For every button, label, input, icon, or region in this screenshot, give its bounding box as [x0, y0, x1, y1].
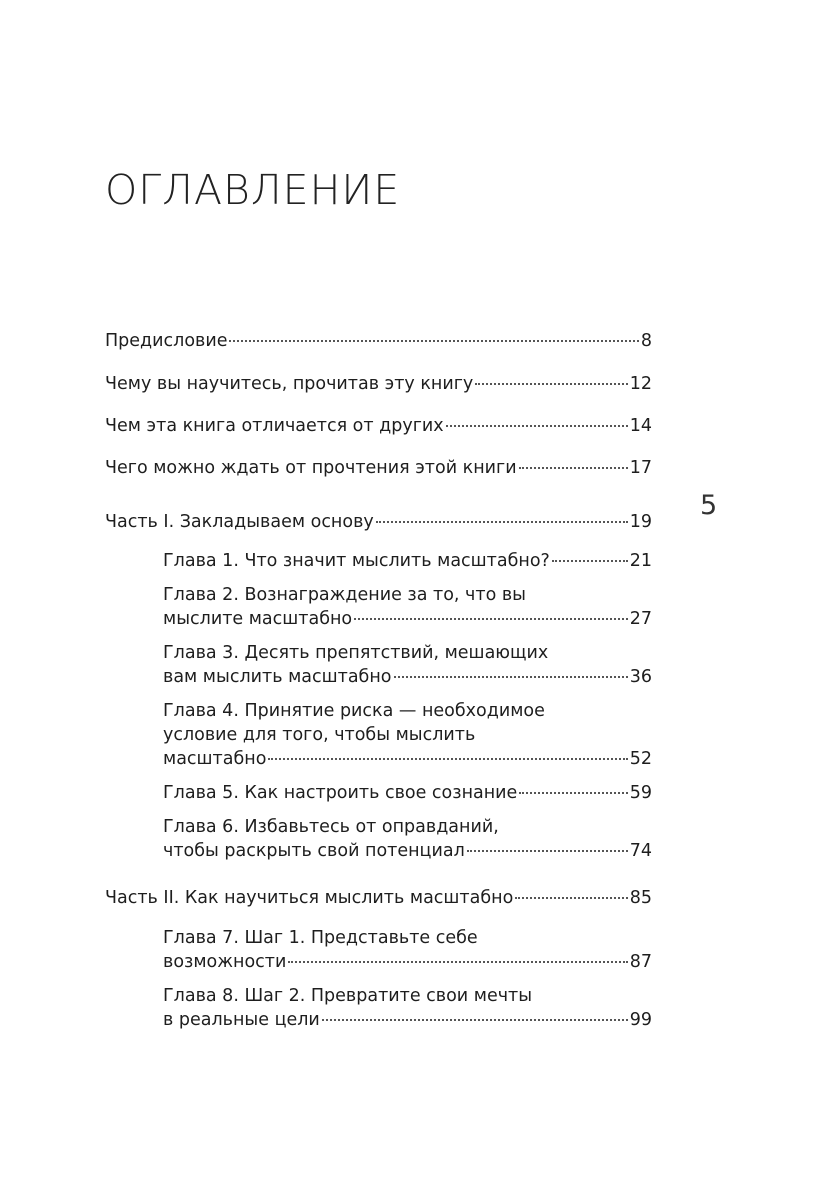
dot-leader: [229, 340, 638, 342]
toc-entry-label: Глава 1. Что значит мыслить масштабно?: [163, 551, 550, 571]
toc-entry-chapter-1[interactable]: [163, 549, 652, 573]
toc-entry-part-1[interactable]: [105, 510, 652, 534]
toc-entry-page: 8: [640, 331, 652, 351]
toc-entry-page: 74: [629, 841, 652, 861]
toc-entry-chapter-2[interactable]: [163, 583, 652, 631]
dot-leader: [268, 758, 627, 760]
toc-entry-page: 36: [629, 667, 652, 687]
dot-leader: [322, 1019, 628, 1021]
toc-entry-label: Глава 7. Шаг 1. Представьте себе: [163, 928, 478, 948]
toc-entry-label: Глава 6. Избавьтесь от оправданий,: [163, 817, 499, 837]
page-title: ОГЛАВЛЕНИЕ: [105, 166, 401, 214]
dot-leader: [446, 425, 628, 427]
toc-entry-label-cont: вам мыслить масштабно: [163, 667, 392, 687]
toc-entry-label-cont: в реальные цели: [163, 1010, 320, 1030]
toc-entry-label: Часть II. Как научиться мыслить масштабно: [105, 888, 514, 908]
page-number: 5: [700, 490, 718, 521]
dot-leader: [467, 850, 628, 852]
toc-entry-label: Глава 4. Принятие риска — необходимое: [163, 701, 545, 721]
dot-leader: [394, 676, 628, 678]
toc-entry-label: Глава 3. Десять препятствий, мешающих: [163, 643, 549, 663]
toc-entry-label: Часть I. Закладываем основу: [105, 512, 374, 532]
dot-leader: [288, 961, 627, 963]
dot-leader: [519, 792, 627, 794]
dot-leader: [475, 383, 627, 385]
dot-leader: [552, 560, 628, 562]
toc-entry-page: 59: [629, 783, 652, 803]
toc-entry-label-cont: возможности: [163, 952, 287, 972]
toc-entry-label-cont: масштабно: [163, 749, 267, 769]
toc-entry-label-cont: чтобы раскрыть свой потенциал: [163, 841, 465, 861]
toc-entry-label: Глава 5. Как настроить свое сознание: [163, 783, 518, 803]
toc-entry-page: 99: [629, 1010, 652, 1030]
dot-leader: [519, 467, 628, 469]
dot-leader: [376, 521, 628, 523]
toc-entry-chapter-8[interactable]: [163, 984, 652, 1032]
toc-entry-label: Глава 8. Шаг 2. Превратите свои мечты: [163, 986, 533, 1006]
toc-entry-label: Чего можно ждать от прочтения этой книги: [105, 458, 517, 478]
toc-entry-chapter-7[interactable]: [163, 926, 652, 974]
toc-entry-label: Предисловие: [105, 331, 228, 351]
toc-entry-page: 14: [629, 416, 652, 436]
toc-entry-page: 21: [629, 551, 652, 571]
toc-entry-page: 27: [629, 609, 652, 629]
dot-leader: [354, 618, 628, 620]
toc-entry-what-to-expect[interactable]: [105, 456, 652, 480]
toc-entry-label: Чему вы научитесь, прочитав эту книгу: [105, 374, 474, 394]
toc-entry-chapter-6[interactable]: [163, 815, 652, 863]
toc-entry-page: 52: [629, 749, 652, 769]
toc-entry-label: Чем эта книга отличается от других: [105, 416, 444, 436]
toc-entry-chapter-4[interactable]: [163, 699, 652, 771]
toc-entry-page: 17: [629, 458, 652, 478]
toc-entry-chapter-3[interactable]: [163, 641, 652, 689]
toc-entry-label-cont: мыслите масштабно: [163, 609, 353, 629]
toc-entry-page: 87: [629, 952, 652, 972]
toc-entry-page: 19: [629, 512, 652, 532]
toc-entry-page: 12: [629, 374, 652, 394]
toc-entry-part-2[interactable]: [105, 886, 652, 910]
dot-leader: [515, 897, 627, 899]
toc-entry-chapter-5[interactable]: [163, 781, 652, 805]
toc-entry-label: Глава 2. Вознаграждение за то, что вы: [163, 585, 526, 605]
toc-entry-preface[interactable]: [105, 329, 652, 353]
toc-entry-label-cont: условие для того, чтобы мыслить: [163, 725, 476, 745]
toc-entry-what-you-learn[interactable]: [105, 372, 652, 396]
toc-entry-how-different[interactable]: [105, 414, 652, 438]
toc-entry-page: 85: [629, 888, 652, 908]
